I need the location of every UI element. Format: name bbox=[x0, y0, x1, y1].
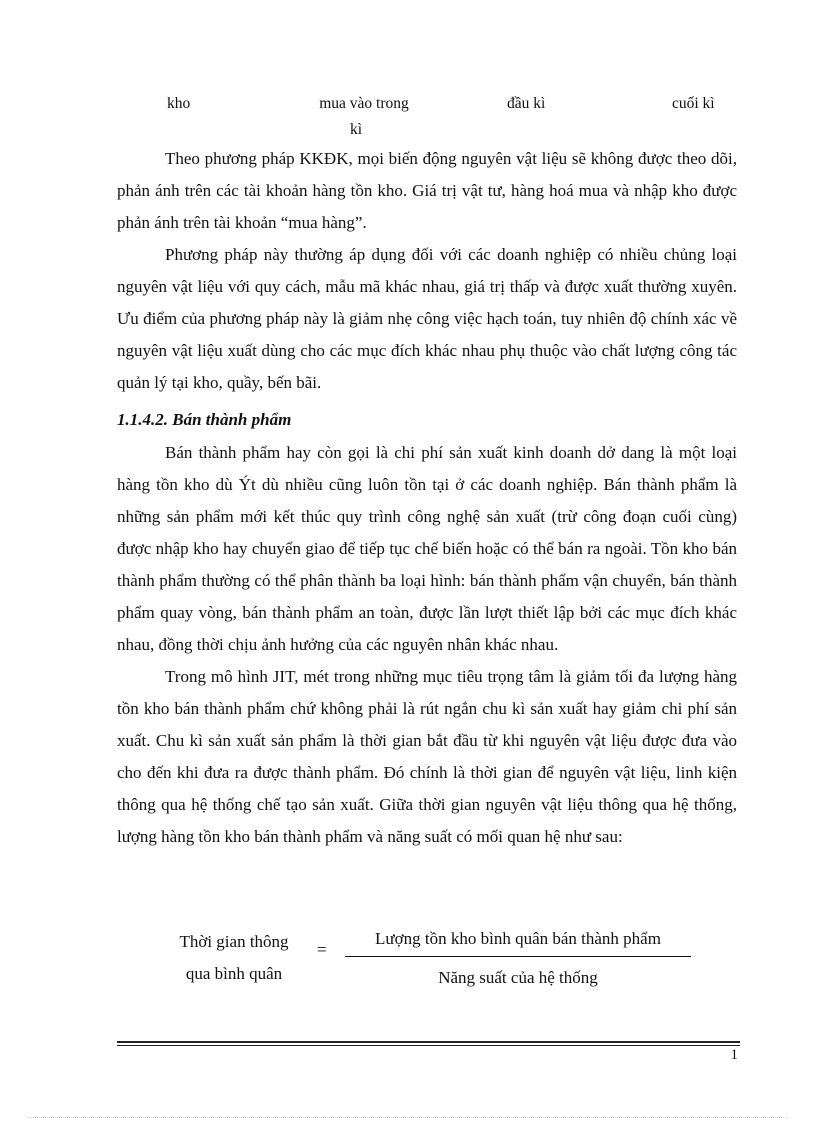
formula-left-line2: qua bình quân bbox=[185, 964, 283, 983]
paragraph-kkdk: Theo phương pháp KKĐK, mọi biến động nguyên vật liệu sẽ không được theo dõi, phản ánh trên các tài khoản hàng tồn kho. Giá trị vật tư, hàng hoá mua và nhập kho được phản ánh trên tài khoản “mua hàng”. bbox=[117, 149, 737, 232]
page-edge-dots bbox=[28, 1117, 788, 1118]
formula-left bbox=[159, 926, 309, 990]
paragraph-semi-finished: Bán thành phẩm hay còn gọi là chi phí sản xuất kinh doanh dở dang là một loại hàng tồn kho dù Ýt dù nhiều cũng luôn tồn tại ở các doanh nghiệp. Bán thành phẩm là những sản phẩm mới kết thúc quy trình công nghệ sản xuất (trừ công đoạn cuối cùng) được nhập kho hay chuyển giao để tiếp tục chế biến hoặc có thể bán ra ngoài. Tồn kho bán thành phẩm thường có thể phân thành ba loại hình: bán thành phẩm vận chuyển, bán thành phẩm quay vòng, bán thành phẩm an toàn, được lần lượt thiết lập bởi các mục đích khác nhau, đồng thời chịu ảnh hưởng của các nguyên nhân khác nhau. bbox=[117, 443, 737, 654]
page-number: 1 bbox=[730, 1047, 738, 1063]
formula-numerator: Lượng tồn kho bình quân bán thành phẩm bbox=[375, 929, 661, 948]
table-header-mua-vao: mua vào trong bbox=[319, 95, 409, 112]
table-header-kho: kho bbox=[167, 95, 191, 112]
paragraph-method-usage: Phương pháp này thường áp dụng đối với các doanh nghiệp có nhiều chủng loại nguyên vật liệu với quy cách, mẫu mã khác nhau, giá trị thấp và được xuất thường xuyên. Ưu điểm của phương pháp này là giảm nhẹ công việc hạch toán, tuy nhiên độ chính xác về nguyên vật liệu xuất dùng cho các mục đích khác nhau phụ thuộc vào chất lượng công tác quản lý tại kho, quầy, bến bãi. bbox=[117, 245, 737, 392]
formula bbox=[117, 924, 737, 994]
formula-denominator: Năng suất của hệ thống bbox=[438, 968, 598, 987]
fraction-bar bbox=[345, 956, 691, 957]
formula-fraction bbox=[345, 924, 691, 993]
table-header-mua-vao-cont: kì bbox=[350, 121, 363, 138]
table-header-cuoi-ki: cuối kì bbox=[672, 95, 715, 112]
body-text bbox=[117, 143, 737, 853]
formula-equals: = bbox=[317, 940, 327, 959]
paragraph-jit: Trong mô hình JIT, mét trong những mục tiêu trọng tâm là giảm tối đa lượng hàng tồn kho bán thành phẩm chứ không phải là rút ngắn chu kì sản xuất hay giảm chi phí sản xuất. Chu kì sản xuất sản phẩm là thời gian bắt đầu từ khi nguyên vật liệu được đưa vào cho đến khi đưa ra được thành phẩm. Đó chính là thời gian để nguyên vật liệu, linh kiện thông qua hệ thống chế tạo sản xuất. Giữa thời gian nguyên vật liệu thông qua hệ thống, lượng hàng tồn kho bán thành phẩm và năng suất có mối quan hệ như sau: bbox=[117, 667, 737, 846]
formula-left-line1: Thời gian thông bbox=[179, 932, 289, 951]
section-heading: 1.1.4.2. Bán thành phẩm bbox=[117, 410, 292, 429]
footer-rule-thin bbox=[117, 1045, 740, 1046]
table-header-dau-ki: đầu kì bbox=[507, 95, 546, 112]
footer-rule-thick bbox=[117, 1041, 740, 1043]
